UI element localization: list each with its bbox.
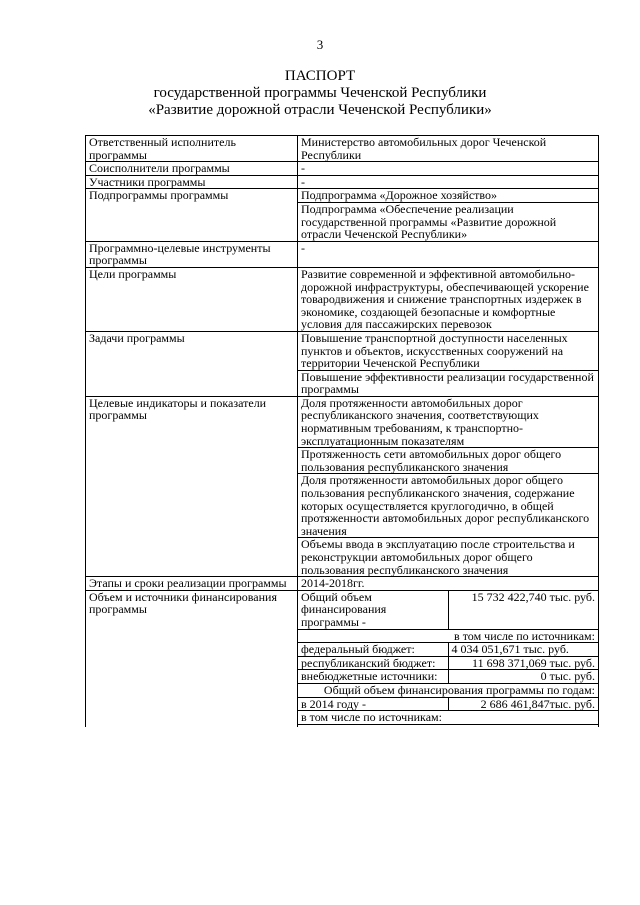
year-label: в 2014 году - (298, 697, 449, 711)
row-value: - (298, 162, 599, 176)
financing-by-sources-2014: в том числе по источникам: (298, 711, 599, 725)
financing-by-sources: в том числе по источникам: (298, 629, 599, 643)
row-label: Этапы и сроки реализации программы (86, 577, 298, 591)
table-continuation (298, 724, 599, 727)
table-row (86, 189, 599, 203)
row-label: Программно-целевые инструменты программы (86, 241, 298, 267)
row-value: Подпрограмма «Обеспечение реализации государственной программы «Развитие дорожной отрасли Чеченской Республики» (298, 202, 599, 241)
row-label: Участники программы (86, 175, 298, 189)
table-row (86, 331, 599, 370)
table-row (86, 396, 599, 447)
table-row (86, 590, 599, 629)
title-line-3: «Развитие дорожной отрасли Чеченской Республики» (148, 102, 492, 118)
source-name: республиканский бюджет: (298, 656, 449, 670)
source-value: 11 698 371,069 тыс. руб. (448, 656, 599, 670)
source-name: федеральный бюджет: (298, 643, 449, 657)
row-value: Повышение эффективности реализации государственной программы (298, 370, 599, 396)
financing-by-years: Общий объем финансирования программы по годам: (298, 683, 599, 697)
financing-label: Объем и источники финансирования программы (86, 590, 298, 726)
table-row (86, 162, 599, 176)
row-label: Соисполнители программы (86, 162, 298, 176)
table-row (86, 136, 599, 162)
row-value: Подпрограмма «Дорожное хозяйство» (298, 189, 599, 203)
row-label: Подпрограммы программы (86, 189, 298, 241)
row-value: Министерство автомобильных дорог Чеченской Республики (298, 136, 599, 162)
row-value: Объемы ввода в эксплуатацию после строительства и реконструкции автомобильных дорог общего пользования республиканского значения (298, 538, 599, 577)
table-row (86, 577, 599, 591)
row-value: Протяженность сети автомобильных дорог общего пользования республиканского значения (298, 448, 599, 474)
row-value: Доля протяженности автомобильных дорог общего пользования республиканского значения, содержание которых осуществляется круглогодично, в общей протяженности автомобильных дорог республиканского значения (298, 474, 599, 538)
table-row (86, 267, 599, 331)
row-value: Доля протяженности автомобильных дорог республиканского значения, соответствующих нормативным требованиям, к транспортно-эксплуатационным показателям (298, 396, 599, 447)
row-value: - (298, 241, 599, 267)
source-value: 0 тыс. руб. (448, 670, 599, 684)
row-label: Ответственный исполнитель программы (86, 136, 298, 162)
row-value: Повышение транспортной доступности населенных пунктов и объектов, искусственных сооружений на территории Чеченской Республики (298, 331, 599, 370)
table-row (86, 241, 599, 267)
row-value: Развитие современной и эффективной автомобильно-дорожной инфраструктуры, обеспечивающей ускорение товародвижения и снижение транспортных издержек в экономике, создающей безопасные и комфортные условия для пассажирских перевозок (298, 267, 599, 331)
document-title (0, 68, 640, 119)
title-line-2: государственной программы Чеченской Республики (153, 85, 487, 101)
source-name: внебюджетные источники: (298, 670, 449, 684)
row-value: - (298, 175, 599, 189)
row-label: Задачи программы (86, 331, 298, 396)
table-row (86, 175, 599, 189)
row-value: 2014-2018гг. (298, 577, 599, 591)
year-value: 2 686 461,847тыс. руб. (448, 697, 599, 711)
source-value: 4 034 051,671 тыс. руб. (448, 643, 599, 657)
row-label: Цели программы (86, 267, 298, 331)
title-line-1: ПАСПОРТ (284, 68, 356, 84)
row-label: Целевые индикаторы и показатели программы (86, 396, 298, 576)
passport-table (85, 135, 599, 727)
financing-total-label: Общий объем финансирования программы - (298, 590, 449, 629)
financing-total-value: 15 732 422,740 тыс. руб. (448, 590, 599, 629)
page-number: 3 (316, 37, 324, 52)
